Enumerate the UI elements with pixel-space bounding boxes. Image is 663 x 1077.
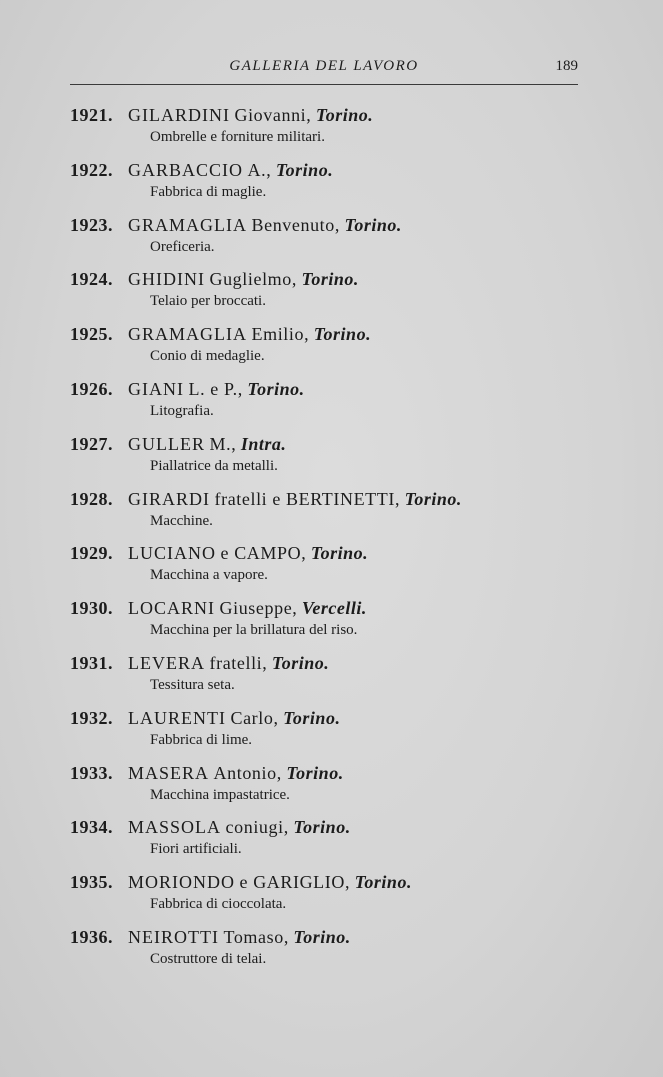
entry-city: Torino. (275, 159, 334, 180)
entry-list (70, 104, 610, 981)
entry-description: Piallatrice da metalli. (150, 457, 278, 474)
entry-city: Torino. (293, 817, 351, 838)
entry-heading (70, 926, 610, 948)
entry-name: GULLER (128, 433, 205, 454)
entry-description: Conio di medaglie. (150, 348, 265, 365)
entry-number: 1932. (70, 707, 113, 728)
entry-details: Giuseppe, (219, 598, 298, 619)
entry-name: GIANI (128, 378, 184, 399)
entry-description: Telaio per broccati. (150, 293, 266, 310)
entry-number: 1936. (70, 926, 113, 947)
running-header (70, 56, 578, 84)
entry-city: Torino. (315, 105, 374, 125)
entry-number: 1935. (70, 872, 113, 893)
entry-description: Macchine. (150, 512, 213, 529)
entry-number: 1934. (70, 817, 113, 838)
list-item (70, 159, 610, 214)
list-item (70, 542, 610, 597)
entry-name: MASERA (128, 762, 210, 783)
entry-details: e GARIGLIO, (239, 872, 351, 893)
entry-name: GRAMAGLIA (128, 324, 247, 345)
list-item (70, 433, 610, 488)
entry-details: Carlo, (230, 707, 279, 728)
entry-description: Macchina a vapore. (150, 567, 268, 584)
entry-name: GARBACCIO (128, 159, 244, 180)
entry-city: Torino. (283, 707, 341, 728)
entry-details: Guglielmo, (209, 269, 297, 290)
entry-details: Antonio, (213, 762, 282, 783)
entry-name: MASSOLA (128, 817, 222, 838)
entry-details: M., (209, 433, 237, 454)
entry-details: e CAMPO, (220, 543, 307, 564)
entry-details: L. e P., (188, 378, 243, 399)
entry-details: fratelli e BERTINETTI, (214, 488, 401, 509)
entry-number: 1928. (70, 488, 113, 509)
entry-heading (70, 597, 610, 619)
entry-city: Torino. (310, 543, 369, 564)
entry-heading (70, 871, 610, 893)
entry-name: GILARDINI (128, 105, 230, 125)
entry-number: 1927. (70, 433, 113, 454)
entry-heading (70, 707, 610, 729)
entry-number: 1929. (70, 543, 113, 564)
entry-number: 1922. (70, 159, 113, 180)
entry-name: LAURENTI (128, 707, 226, 728)
list-item (70, 214, 610, 269)
list-item (70, 488, 610, 543)
entry-city: Intra. (240, 433, 287, 454)
entry-details: Benvenuto, (251, 214, 340, 235)
entry-city: Torino. (354, 872, 412, 893)
entry-city: Torino. (301, 269, 359, 290)
entry-name: LUCIANO (128, 543, 216, 564)
entry-heading (70, 488, 610, 510)
entry-number: 1926. (70, 378, 113, 399)
entry-city: Torino. (404, 488, 462, 509)
list-item (70, 597, 610, 652)
entry-heading (70, 433, 610, 455)
list-item (70, 652, 610, 707)
entry-name: GIRARDI (128, 488, 210, 509)
list-item (70, 104, 610, 159)
entry-heading (70, 652, 610, 674)
entry-heading (70, 268, 610, 290)
entry-description: Tessitura seta. (150, 676, 235, 693)
entry-name: GRAMAGLIA (128, 214, 247, 235)
entry-details: A., (247, 159, 272, 180)
header-title: GALLERIA DEL LAVORO (229, 58, 419, 74)
entry-name: LOCARNI (128, 598, 215, 619)
entry-number: 1933. (70, 762, 113, 783)
entry-details: Giovanni, (234, 105, 312, 125)
list-item (70, 762, 610, 817)
entry-heading (70, 214, 610, 236)
entry-city: Torino. (247, 378, 305, 399)
entry-city: Torino. (271, 652, 330, 673)
entry-details: coniugi, (225, 817, 289, 838)
entry-number: 1923. (70, 214, 113, 235)
entry-heading (70, 378, 610, 400)
entry-city: Torino. (286, 762, 344, 783)
entry-heading (70, 816, 610, 838)
entry-description: Macchina impastatrice. (150, 786, 290, 803)
entry-heading (70, 542, 610, 564)
header-rule (70, 84, 578, 85)
entry-description: Oreficeria. (150, 238, 215, 255)
entry-number: 1921. (70, 105, 113, 125)
entry-description: Fabbrica di cioccolata. (150, 896, 287, 913)
entry-city: Vercelli. (301, 598, 367, 619)
entry-city: Torino. (344, 214, 402, 235)
entry-description: Fiori artificiali. (150, 841, 242, 858)
entry-number: 1924. (70, 269, 113, 290)
entry-description: Ombrelle e forniture militari. (150, 129, 325, 145)
list-item (70, 871, 610, 926)
entry-name: LEVERA (128, 652, 205, 673)
entry-city: Torino. (293, 926, 351, 947)
entry-details: fratelli, (209, 652, 268, 673)
entry-city: Torino. (313, 324, 372, 345)
list-item (70, 707, 610, 762)
entry-heading (70, 104, 610, 126)
entry-heading (70, 159, 610, 181)
entry-description: Costruttore di telai. (150, 950, 267, 967)
entry-number: 1930. (70, 598, 113, 619)
entry-name: MORIONDO (128, 872, 235, 893)
entry-description: Fabbrica di maglie. (150, 183, 267, 200)
entry-name: NEIROTTI (128, 926, 219, 947)
entry-description: Fabbrica di lime. (150, 731, 253, 748)
list-item (70, 323, 610, 378)
list-item (70, 926, 610, 981)
entry-details: Tomaso, (223, 926, 289, 947)
entry-number: 1925. (70, 324, 113, 345)
entry-description: Litografia. (150, 402, 214, 419)
entry-details: Emilio, (251, 324, 310, 345)
page-number: 189 (555, 58, 578, 74)
list-item (70, 268, 610, 323)
list-item (70, 378, 610, 433)
entry-name: GHIDINI (128, 269, 205, 290)
entry-heading (70, 762, 610, 784)
entry-heading (70, 323, 610, 345)
list-item (70, 816, 610, 871)
entry-description: Macchina per la brillatura del riso. (150, 622, 358, 639)
entry-number: 1931. (70, 652, 113, 673)
